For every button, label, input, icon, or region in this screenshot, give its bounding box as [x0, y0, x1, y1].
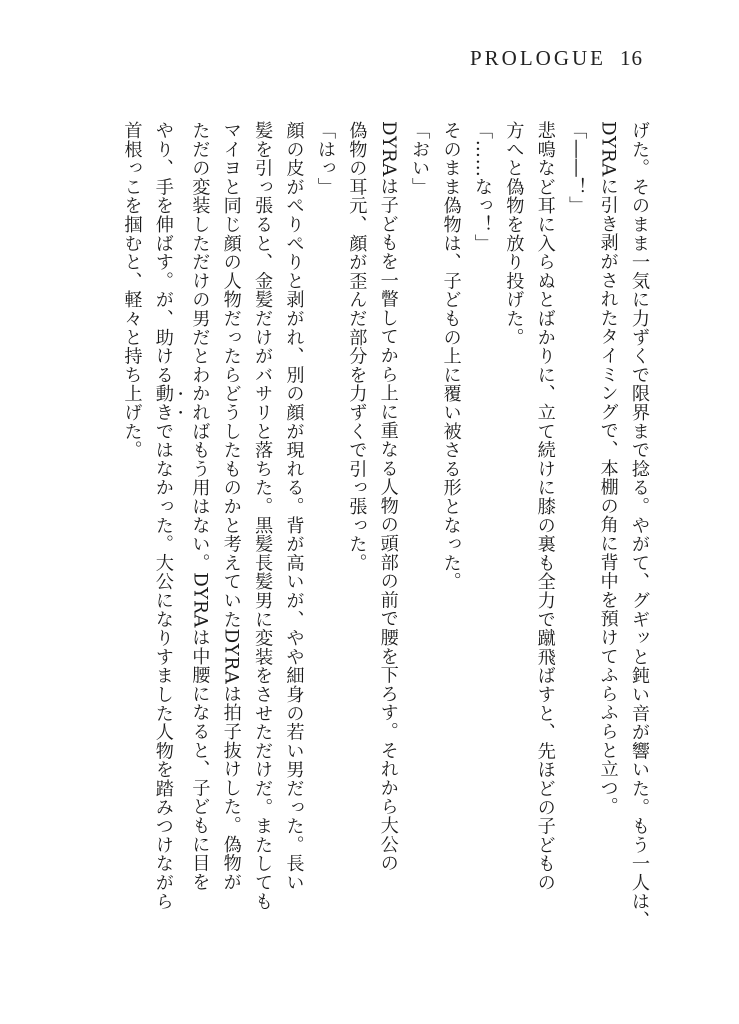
- text-line: 悲鳴など耳に入らぬとばかりに、立て続けに膝の裏も全力で蹴飛ばすと、先ほどの子どもの: [534, 121, 556, 892]
- text-line: [148, 121, 184, 941]
- text-line: 方へと偽物を放り投げた。: [503, 121, 525, 347]
- text-fragment: 助ける: [152, 327, 174, 385]
- running-header: [470, 46, 643, 71]
- text-line: 「……なっ！」: [471, 121, 493, 253]
- text-line: マイヨと同じ顔の人物だったらどうしたものかと考えていたDYRAは拍子抜けした。偽物が: [220, 121, 242, 892]
- text-line: 髪を引っ張ると、金髪だけがバサリと落ちた。黒髪長髪男に変装をさせただけだ。またしても: [252, 121, 274, 911]
- emphasized-text: 動き: [152, 384, 174, 422]
- text-line: 「おい」: [409, 121, 431, 197]
- text-fragment: やり、手を伸ばす。が、: [152, 121, 174, 328]
- page-number: 16: [620, 46, 643, 70]
- section-title: PROLOGUE: [469, 46, 606, 70]
- vertical-body-text: [85, 121, 655, 941]
- text-line: 顔の皮がぺりぺりと剥がれ、別の顔が現れる。背が高いが、やや細身の若い男だった。長い: [283, 121, 305, 892]
- text-line: 「はっ」: [314, 121, 336, 197]
- text-fragment: ではなかった。大公になりすました人物を踏みつけながら: [152, 421, 174, 911]
- text-line: DYRAに引き剥がされたタイミングで、本棚の角に背中を預けてふらふらと立つ。: [597, 121, 619, 817]
- text-line: 「――！」: [566, 121, 588, 215]
- text-line: 首根っこを掴むと、軽々と持ち上げた。: [121, 121, 143, 460]
- text-line: げた。そのまま一気に力ずくで限界まで捻る。やがて、グギッと鈍い音が響いた。もう一人は、: [629, 121, 650, 930]
- text-line: DYRAは子どもを一瞥してから上に重なる人物の頭部の前で腰を下ろす。それから大公の: [377, 121, 399, 873]
- text-line: 偽物の耳元、顔が歪んだ部分を力ずくで引っ張った。: [346, 121, 368, 573]
- text-line: そのまま偽物は、子どもの上に覆い被さる形となった。: [440, 121, 462, 591]
- text-line: ただの変装しただけの男だとわかればもう用はない。DYRAは中腰になると、子どもに目を: [189, 121, 211, 892]
